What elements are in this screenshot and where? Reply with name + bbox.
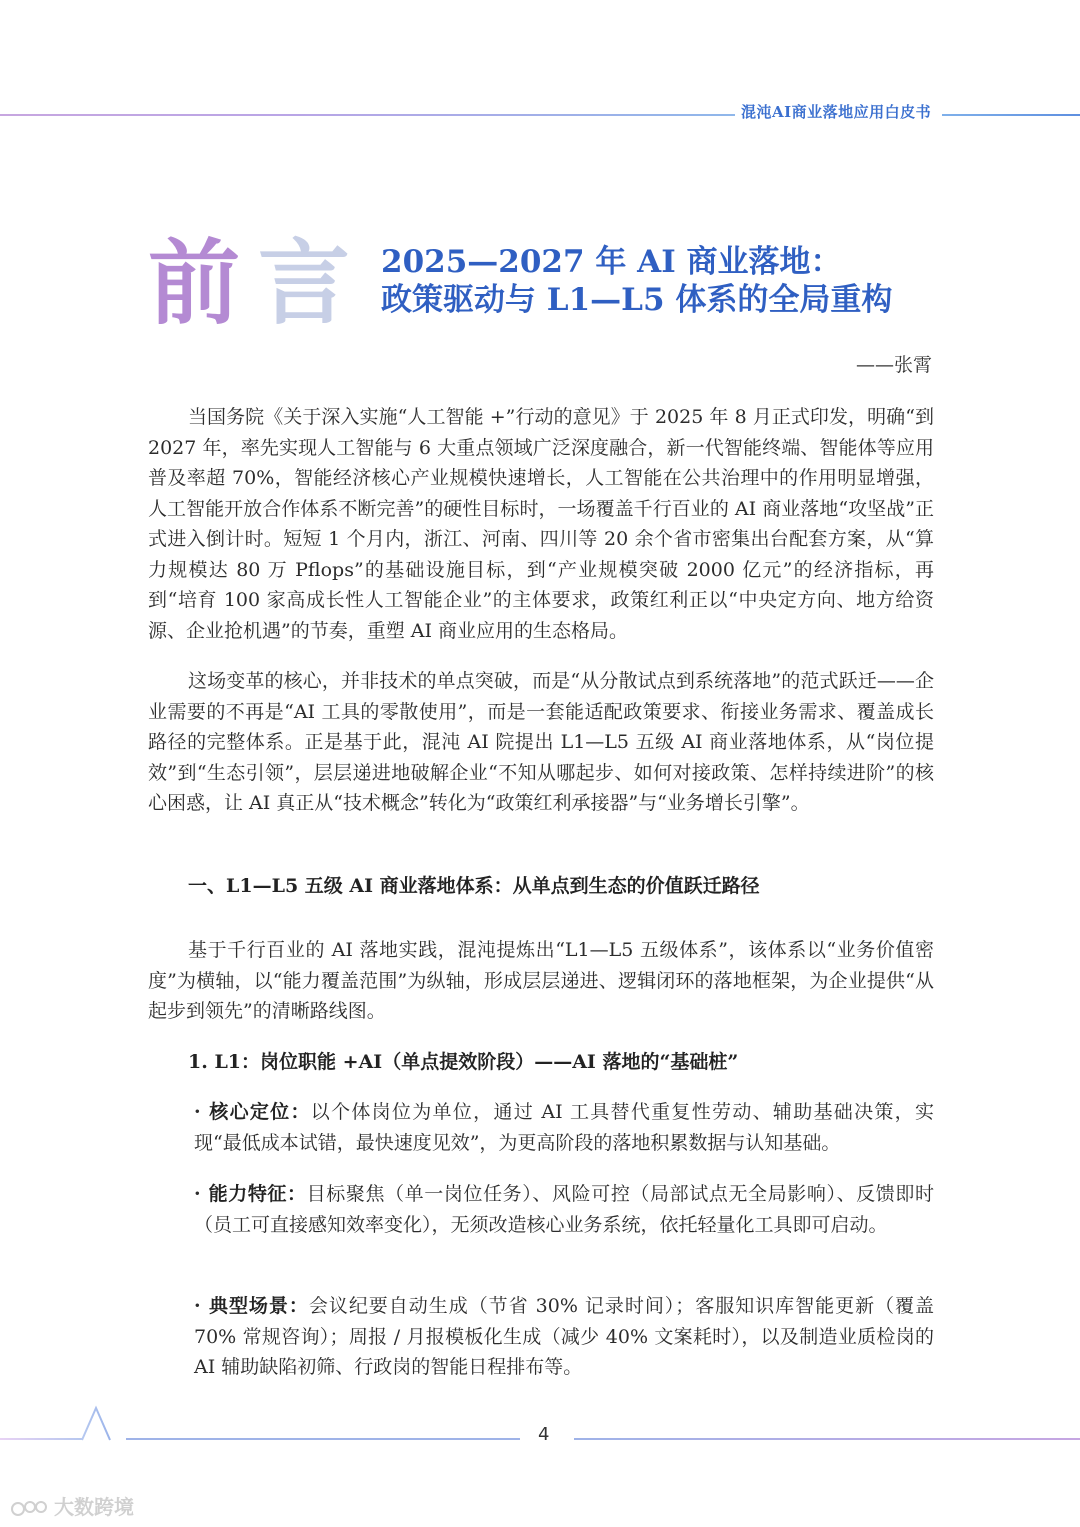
footer-rule-right	[574, 1438, 1080, 1440]
bullet-text: 会议纪要自动生成（节省 30% 记录时间）；客服知识库智能更新（覆盖 70% 常规咨询）；周报 / 月报模板化生成（减少 40% 文案耗时），以及制造业质检岗的 AI 辅助缺陷初筛、行政岗的智能日程排布等。	[194, 1295, 934, 1378]
header-rule-right	[942, 114, 1080, 116]
bullet-dot-icon: ·	[194, 1183, 201, 1205]
body-paragraph: 基于千行百业的 AI 落地实践，混沌提炼出“L1—L5 五级体系”，该体系以“业务价值密度”为横轴，以“能力覆盖范围”为纵轴，形成层层递进、逻辑闭环的落地框架，为企业提供“从起步到领先”的清晰路线图。	[148, 939, 934, 1022]
watermark-logo-icon	[10, 1499, 54, 1519]
preface-heading-char-2: 言	[258, 230, 351, 337]
body-paragraph: 当国务院《关于深入实施“人工智能 +”行动的意见》于 2025 年 8 月正式印发，明确“到 2027 年，率先实现人工智能与 6 大重点领域广泛深度融合，新一代智能终端、智能体等应用普及率超 70%，智能经济核心产业规模快速增长，人工智能在公共治理中的作用明显增强，人工智能开放合作体系不断完善”的硬性目标时，一场覆盖千行百业的 AI 商业落地“攻坚战”正式进入倒计时。短短 1 个月内，浙江、河南、四川等 20 余个省市密集出台配套方案，从“算力规模达 80 万 Pflops”的基础设施目标，到“产业规模突破 2000 亿元”的经济指标，再到“培育 100 家高成长性人工智能企业”的主体要求，政策红利正以“中央定方向、地方给资源、企业抢机遇”的节奏，重塑 AI 商业应用的生态格局。	[148, 406, 934, 642]
bullet-item-typical-scenarios	[194, 1291, 934, 1383]
bullet-text: 目标聚焦（单一岗位任务）、风险可控（局部试点无全局影响）、反馈即时（员工可直接感知效率变化），无须改造核心业务系统，依托轻量化工具即可启动。	[194, 1183, 934, 1236]
header-rule-left	[0, 114, 735, 116]
bullet-label: 典型场景：	[208, 1295, 309, 1317]
ai-logo-icon	[80, 1404, 128, 1444]
bullet-dot-icon: ·	[194, 1101, 201, 1123]
author-byline: ——张霄	[855, 354, 932, 376]
bullet-label: 核心定位：	[208, 1101, 311, 1123]
chapter-title-line-1: 2025—2027 年 AI 商业落地：	[381, 244, 842, 280]
bullet-item-capability-features	[194, 1179, 934, 1240]
bullet-text: 以个体岗位为单位，通过 AI 工具替代重复性劳动、辅助基础决策，实现“最低成本试错，最快速度见效”，为更高阶段的落地积累数据与认知基础。	[194, 1101, 934, 1154]
bullet-label: 能力特征：	[208, 1183, 307, 1205]
footer-rule-left	[0, 1438, 82, 1440]
chapter-title-line-2: 政策驱动与 L1—L5 体系的全局重构	[381, 282, 893, 318]
bullet-item-core-positioning	[194, 1097, 934, 1158]
watermark	[10, 1491, 134, 1520]
preface-heading-char-1: 前	[148, 230, 241, 337]
watermark-text: 大数跨境	[54, 1495, 134, 1519]
body-paragraph: 这场变革的核心，并非技术的单点突破，而是“从分散试点到系统落地”的范式跃迁——企业需要的不再是“AI 工具的零散使用”，而是一套能适配政策要求、衔接业务需求、覆盖成长路径的完整体系。正是基于此，混沌 AI 院提出 L1—L5 五级 AI 商业落地体系，从“岗位提效”到“生态引领”，层层递进地破解企业“不知从哪起步、如何对接政策、怎样持续进阶”的核心困惑，让 AI 真正从“技术概念”转化为“政策红利承接器”与“业务增长引擎”。	[148, 670, 934, 814]
subsection-heading: 1. L1：岗位职能 +AI（单点提效阶段）——AI 落地的“基础桩”	[188, 1051, 739, 1073]
page-number: 4	[538, 1424, 550, 1445]
section-heading: 一、L1—L5 五级 AI 商业落地体系：从单点到生态的价值跃迁路径	[188, 875, 760, 897]
bullet-dot-icon: ·	[194, 1295, 201, 1317]
footer-rule-middle	[126, 1438, 520, 1440]
running-header-title: 混沌AI商业落地应用白皮书	[741, 103, 932, 121]
